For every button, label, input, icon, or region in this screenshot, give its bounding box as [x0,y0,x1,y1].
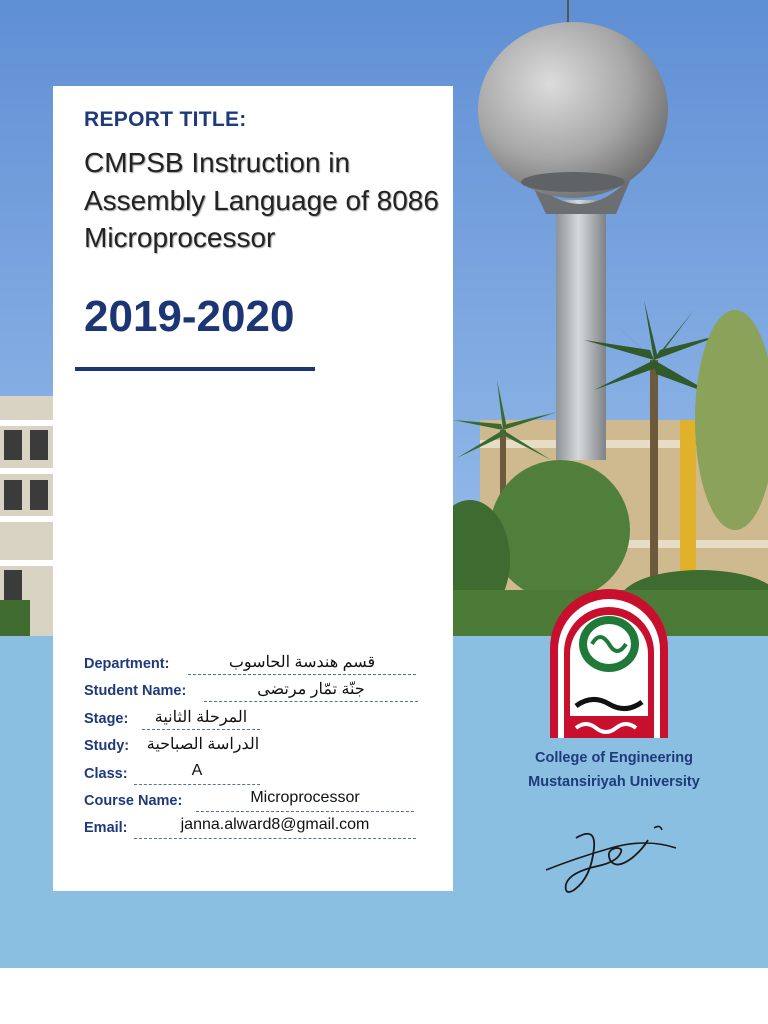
college-logo [546,588,672,738]
field-study [84,734,444,761]
title-underline [75,367,315,371]
signature [536,818,686,898]
field-value: A [134,762,260,785]
field-email [84,816,444,843]
report-title: CMPSB Instruction in Assembly Language of 8086 Microprocessor [84,147,439,253]
field-value: جنّة تمّار مرتضى [204,679,418,702]
field-label: Study: [84,738,130,755]
college-name [508,746,720,794]
field-stage [84,707,444,734]
field-label: Student Name: [84,683,187,700]
signature-icon [536,818,686,898]
tower-pole [556,200,606,460]
field-value: Microprocessor [196,789,414,812]
field-class [84,762,444,789]
college-line-2: Mustansiriyah University [528,774,700,790]
field-course-name [84,789,444,816]
field-value: janna.alward8@gmail.com [134,816,416,839]
college-seal-icon [546,588,672,738]
field-student-name [84,679,444,706]
field-value: قسم هندسة الحاسوب [188,652,416,675]
field-label: Department: [84,656,170,672]
field-label: Email: [84,820,128,837]
bottom-margin [0,968,768,1024]
field-label: Course Name: [84,792,183,809]
field-value: المرحلة الثانية [142,707,260,730]
title-card [53,86,453,891]
field-label: Stage: [84,710,129,727]
academic-year: 2019-2020 [84,292,295,341]
report-title-label: REPORT TITLE: [84,108,247,131]
college-line-1: College of Engineering [535,750,693,766]
field-department [84,652,444,679]
field-label: Class: [84,765,128,782]
tower-sphere [478,22,668,198]
student-info-fields [84,652,444,844]
field-value: الدراسة الصباحية [146,736,260,754]
